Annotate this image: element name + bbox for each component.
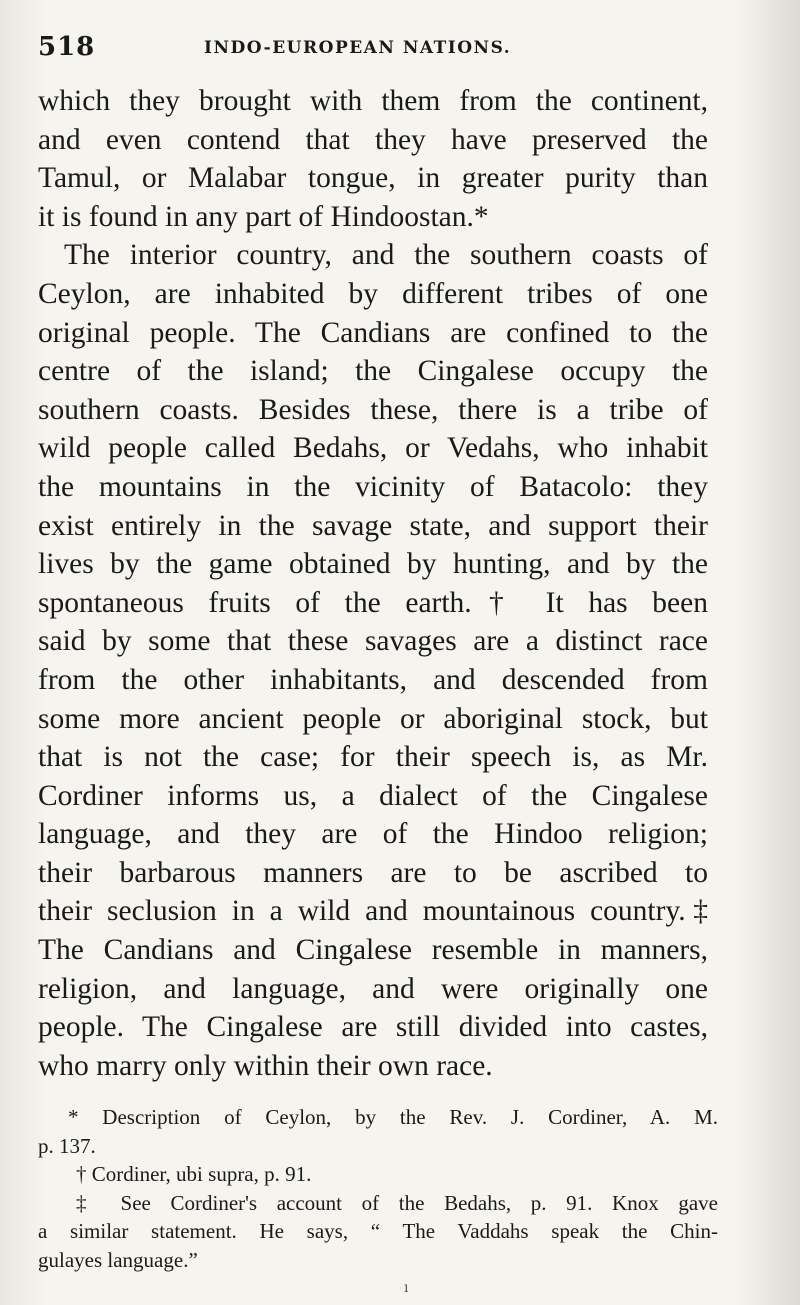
text-line: original people. The Candians are confined to the bbox=[38, 316, 708, 349]
text-line: lives by the game obtained by hunting, and by the bbox=[38, 548, 708, 581]
text-line: said by some that these savages are a distinct race bbox=[38, 625, 708, 658]
text-line: exist entirely in the savage state, and support their bbox=[38, 509, 708, 542]
text-line: it is found in any part of Hindoostan.* bbox=[38, 200, 489, 233]
text-line: spontaneous fruits of the earth.† It has been bbox=[38, 586, 708, 619]
text-line: southern coasts. Besides these, there is a tribe of bbox=[38, 393, 708, 426]
footnote-line: ‡ See Cordiner's account of the Bedahs, p. 91. Knox gave bbox=[76, 1190, 718, 1215]
text-line: from the other inhabitants, and descended from bbox=[38, 663, 708, 696]
text-line: wild people called Bedahs, or Vedahs, who inhabit bbox=[38, 432, 708, 465]
footnotes bbox=[38, 1103, 718, 1274]
page-number: 518 bbox=[38, 32, 96, 62]
text-line: centre of the island; the Cingalese occupy the bbox=[38, 355, 708, 388]
text-line: religion, and language, and were originally one bbox=[38, 972, 708, 1005]
running-head: INDO-EUROPEAN NATIONS. bbox=[204, 38, 512, 58]
printer-mark: ı bbox=[404, 1280, 409, 1296]
footnote-line: a similar statement. He says, “ The Vaddahs speak the Chin- bbox=[38, 1219, 718, 1244]
footnote-line: gulayes language.” bbox=[38, 1247, 198, 1272]
text-line: their seclusion in a wild and mountainous country.‡ bbox=[38, 895, 708, 928]
body-text bbox=[38, 82, 708, 1085]
page-header bbox=[38, 30, 712, 70]
text-line: some more ancient people or aboriginal stock, but bbox=[38, 702, 708, 735]
text-line: The Candians and Cingalese resemble in manners, bbox=[38, 934, 708, 967]
text-line: The interior country, and the southern coasts of bbox=[64, 239, 708, 272]
footnote-line: p. 137. bbox=[38, 1133, 96, 1158]
text-line: people. The Cingalese are still divided into castes, bbox=[38, 1011, 708, 1044]
text-line: and even contend that they have preserved the bbox=[38, 123, 708, 156]
text-line: Ceylon, are inhabited by different tribes of one bbox=[38, 277, 708, 310]
text-line: language, and they are of the Hindoo religion; bbox=[38, 818, 708, 851]
text-line: Cordiner informs us, a dialect of the Cingalese bbox=[38, 779, 708, 812]
text-line: who marry only within their own race. bbox=[38, 1049, 493, 1082]
footnote-line: * Description of Ceylon, by the Rev. J. Cordiner, A. M. bbox=[68, 1105, 718, 1130]
text-line: Tamul, or Malabar tongue, in greater purity than bbox=[38, 162, 708, 195]
text-line: their barbarous manners are to be ascribed to bbox=[38, 856, 708, 889]
footnote-line: † Cordiner, ubi supra, p. 91. bbox=[76, 1162, 312, 1187]
text-line: which they brought with them from the continent, bbox=[38, 85, 708, 117]
text-line: the mountains in the vicinity of Batacolo: they bbox=[38, 470, 708, 503]
text-line: that is not the case; for their speech is, as Mr. bbox=[38, 741, 708, 774]
